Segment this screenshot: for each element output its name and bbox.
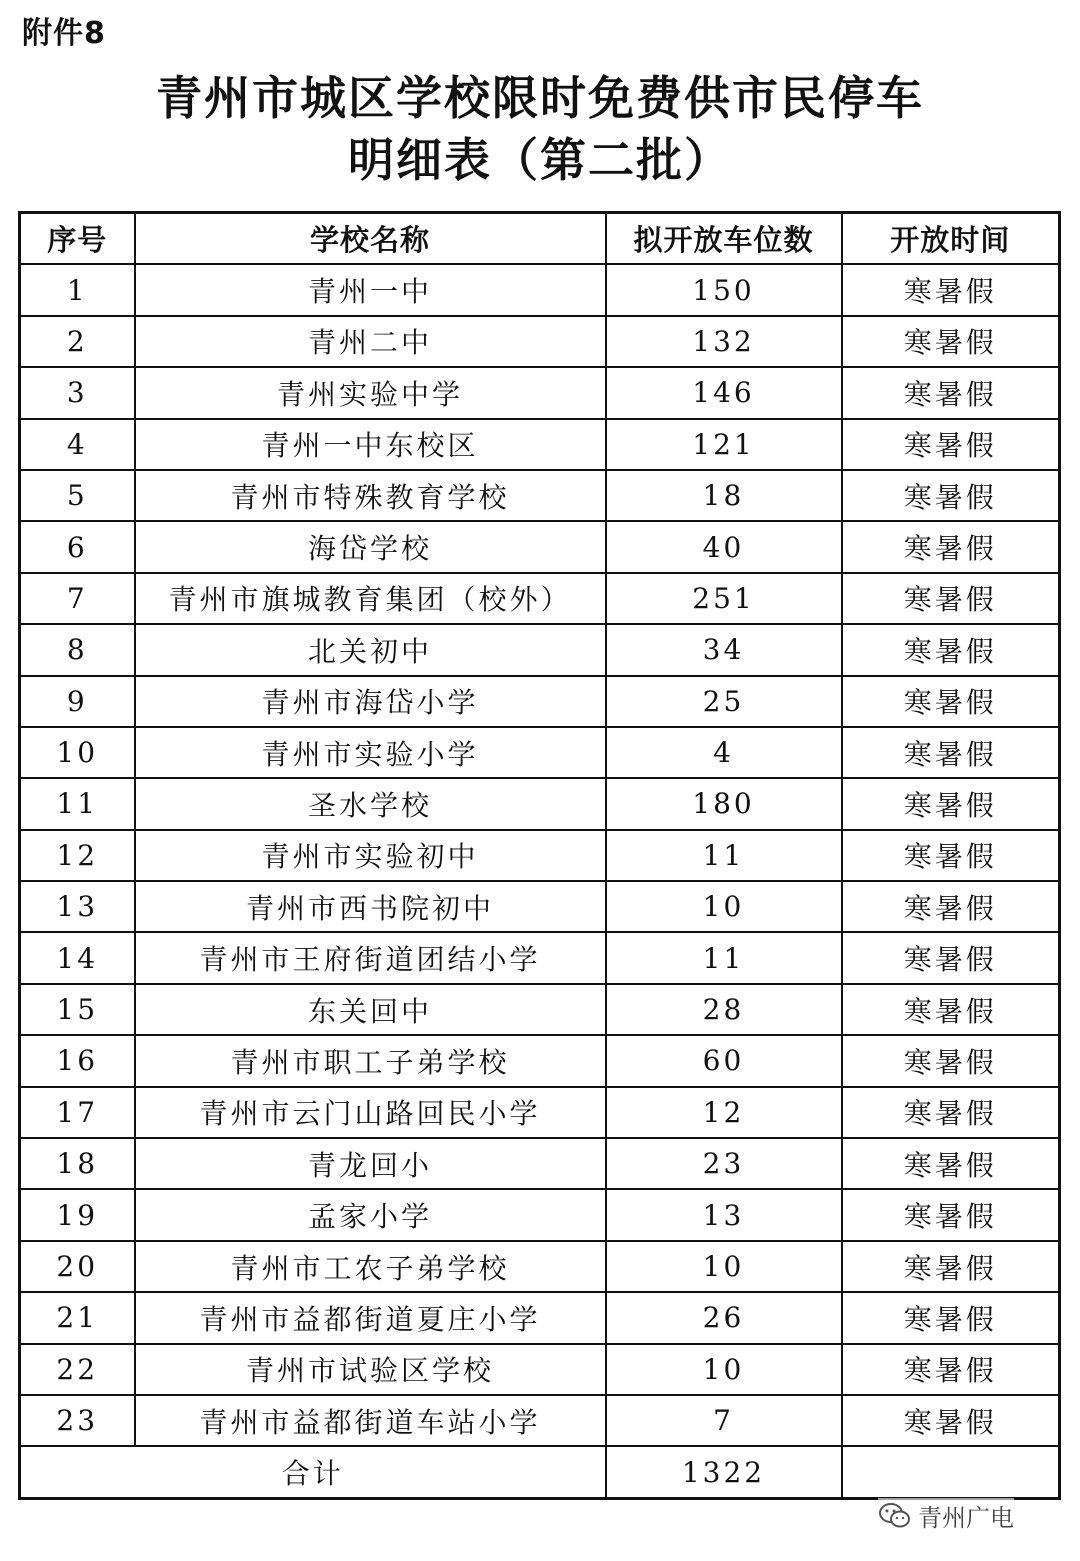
row-serial-no: 11 — [20, 778, 135, 829]
table-row — [20, 1344, 1060, 1395]
row-serial-no: 12 — [20, 830, 135, 881]
row-school-name: 青州市职工子弟学校 — [135, 1035, 606, 1086]
row-parking-spaces: 11 — [606, 830, 842, 881]
row-school-name: 青州市益都街道夏庄小学 — [135, 1292, 606, 1343]
row-serial-no: 15 — [20, 984, 135, 1035]
table-row — [20, 264, 1060, 315]
row-parking-spaces: 251 — [606, 573, 842, 624]
row-school-name: 青州市试验区学校 — [135, 1344, 606, 1395]
total-label: 合计 — [20, 1446, 606, 1498]
row-open-time: 寒暑假 — [842, 727, 1060, 778]
row-school-name: 青州实验中学 — [135, 367, 606, 418]
row-school-name: 孟家小学 — [135, 1189, 606, 1240]
row-parking-spaces: 10 — [606, 881, 842, 932]
header-school-name: 学校名称 — [135, 213, 606, 265]
row-school-name: 青州市益都街道车站小学 — [135, 1395, 606, 1446]
table-row — [20, 727, 1060, 778]
row-parking-spaces: 10 — [606, 1344, 842, 1395]
row-parking-spaces: 11 — [606, 932, 842, 983]
row-parking-spaces: 121 — [606, 419, 842, 470]
row-serial-no: 7 — [20, 573, 135, 624]
row-open-time: 寒暑假 — [842, 521, 1060, 572]
row-serial-no: 4 — [20, 419, 135, 470]
row-open-time: 寒暑假 — [842, 881, 1060, 932]
row-parking-spaces: 150 — [606, 264, 842, 315]
row-open-time: 寒暑假 — [842, 830, 1060, 881]
total-blank-cell — [842, 1446, 1060, 1498]
row-open-time: 寒暑假 — [842, 367, 1060, 418]
header-parking-spaces: 拟开放车位数 — [606, 213, 842, 265]
row-open-time: 寒暑假 — [842, 470, 1060, 521]
row-school-name: 东关回中 — [135, 984, 606, 1035]
row-serial-no: 17 — [20, 1087, 135, 1138]
row-school-name: 青州市王府街道团结小学 — [135, 932, 606, 983]
attachment-label: 附件8 — [22, 16, 106, 51]
row-serial-no: 23 — [20, 1395, 135, 1446]
row-open-time: 寒暑假 — [842, 1395, 1060, 1446]
row-parking-spaces: 25 — [606, 676, 842, 727]
row-open-time: 寒暑假 — [842, 573, 1060, 624]
table-row — [20, 1087, 1060, 1138]
row-school-name: 青州市海岱小学 — [135, 676, 606, 727]
row-parking-spaces: 7 — [606, 1395, 842, 1446]
table-row — [20, 419, 1060, 470]
row-school-name: 青州二中 — [135, 316, 606, 367]
row-school-name: 圣水学校 — [135, 778, 606, 829]
table-row — [20, 573, 1060, 624]
row-serial-no: 16 — [20, 1035, 135, 1086]
row-parking-spaces: 13 — [606, 1189, 842, 1240]
row-parking-spaces: 146 — [606, 367, 842, 418]
row-serial-no: 10 — [20, 727, 135, 778]
row-school-name: 青龙回小 — [135, 1138, 606, 1189]
row-parking-spaces: 26 — [606, 1292, 842, 1343]
row-serial-no: 14 — [20, 932, 135, 983]
document-title-line2: 明细表（第二批） — [348, 133, 732, 187]
table-body — [20, 264, 1060, 1446]
row-school-name: 青州市西书院初中 — [135, 881, 606, 932]
row-open-time: 寒暑假 — [842, 984, 1060, 1035]
row-serial-no: 21 — [20, 1292, 135, 1343]
table-row — [20, 1035, 1060, 1086]
table-header-row — [20, 213, 1060, 265]
header-open-time: 开放时间 — [842, 213, 1060, 265]
row-open-time: 寒暑假 — [842, 316, 1060, 367]
header-serial-no: 序号 — [20, 213, 135, 265]
row-parking-spaces: 18 — [606, 470, 842, 521]
table-row — [20, 470, 1060, 521]
row-open-time: 寒暑假 — [842, 264, 1060, 315]
row-parking-spaces: 60 — [606, 1035, 842, 1086]
row-serial-no: 2 — [20, 316, 135, 367]
row-serial-no: 3 — [20, 367, 135, 418]
row-school-name: 青州市特殊教育学校 — [135, 470, 606, 521]
total-value: 1322 — [606, 1446, 842, 1498]
row-serial-no: 18 — [20, 1138, 135, 1189]
table-row — [20, 676, 1060, 727]
table-row — [20, 778, 1060, 829]
row-parking-spaces: 12 — [606, 1087, 842, 1138]
row-parking-spaces: 34 — [606, 624, 842, 675]
row-open-time: 寒暑假 — [842, 1138, 1060, 1189]
row-school-name: 北关初中 — [135, 624, 606, 675]
row-parking-spaces: 4 — [606, 727, 842, 778]
row-open-time: 寒暑假 — [842, 1292, 1060, 1343]
row-open-time: 寒暑假 — [842, 1241, 1060, 1292]
row-open-time: 寒暑假 — [842, 932, 1060, 983]
row-parking-spaces: 40 — [606, 521, 842, 572]
row-open-time: 寒暑假 — [842, 1344, 1060, 1395]
table-row — [20, 367, 1060, 418]
row-parking-spaces: 132 — [606, 316, 842, 367]
table-row — [20, 521, 1060, 572]
row-parking-spaces: 23 — [606, 1138, 842, 1189]
row-open-time: 寒暑假 — [842, 676, 1060, 727]
total-row — [20, 1446, 1060, 1498]
row-school-name: 青州市实验初中 — [135, 830, 606, 881]
row-open-time: 寒暑假 — [842, 1035, 1060, 1086]
table-row — [20, 624, 1060, 675]
row-school-name: 青州市旗城教育集团（校外） — [135, 573, 606, 624]
row-parking-spaces: 10 — [606, 1241, 842, 1292]
table-row — [20, 1189, 1060, 1240]
watermark-text: 青州广电 — [918, 1504, 1014, 1532]
table-row — [20, 1292, 1060, 1343]
document-title-line1: 青州市城区学校限时免费供市民停车 — [156, 71, 924, 125]
table-row — [20, 1395, 1060, 1446]
table-row — [20, 830, 1060, 881]
row-serial-no: 20 — [20, 1241, 135, 1292]
watermark — [878, 1498, 1014, 1533]
row-school-name: 青州一中东校区 — [135, 419, 606, 470]
table-row — [20, 932, 1060, 983]
row-parking-spaces: 180 — [606, 778, 842, 829]
row-serial-no: 8 — [20, 624, 135, 675]
table-row — [20, 1241, 1060, 1292]
row-school-name: 青州市工农子弟学校 — [135, 1241, 606, 1292]
row-open-time: 寒暑假 — [842, 1189, 1060, 1240]
row-serial-no: 9 — [20, 676, 135, 727]
row-parking-spaces: 28 — [606, 984, 842, 1035]
row-school-name: 青州市实验小学 — [135, 727, 606, 778]
parking-table — [18, 211, 1061, 1500]
row-open-time: 寒暑假 — [842, 1087, 1060, 1138]
row-school-name: 青州一中 — [135, 264, 606, 315]
row-serial-no: 1 — [20, 264, 135, 315]
row-serial-no: 13 — [20, 881, 135, 932]
table-row — [20, 316, 1060, 367]
row-serial-no: 19 — [20, 1189, 135, 1240]
wechat-icon — [878, 1502, 912, 1530]
row-school-name: 海岱学校 — [135, 521, 606, 572]
row-open-time: 寒暑假 — [842, 778, 1060, 829]
row-serial-no: 6 — [20, 521, 135, 572]
row-serial-no: 5 — [20, 470, 135, 521]
table-row — [20, 881, 1060, 932]
table-row — [20, 984, 1060, 1035]
row-serial-no: 22 — [20, 1344, 135, 1395]
table-row — [20, 1138, 1060, 1189]
row-open-time: 寒暑假 — [842, 419, 1060, 470]
row-school-name: 青州市云门山路回民小学 — [135, 1087, 606, 1138]
row-open-time: 寒暑假 — [842, 624, 1060, 675]
